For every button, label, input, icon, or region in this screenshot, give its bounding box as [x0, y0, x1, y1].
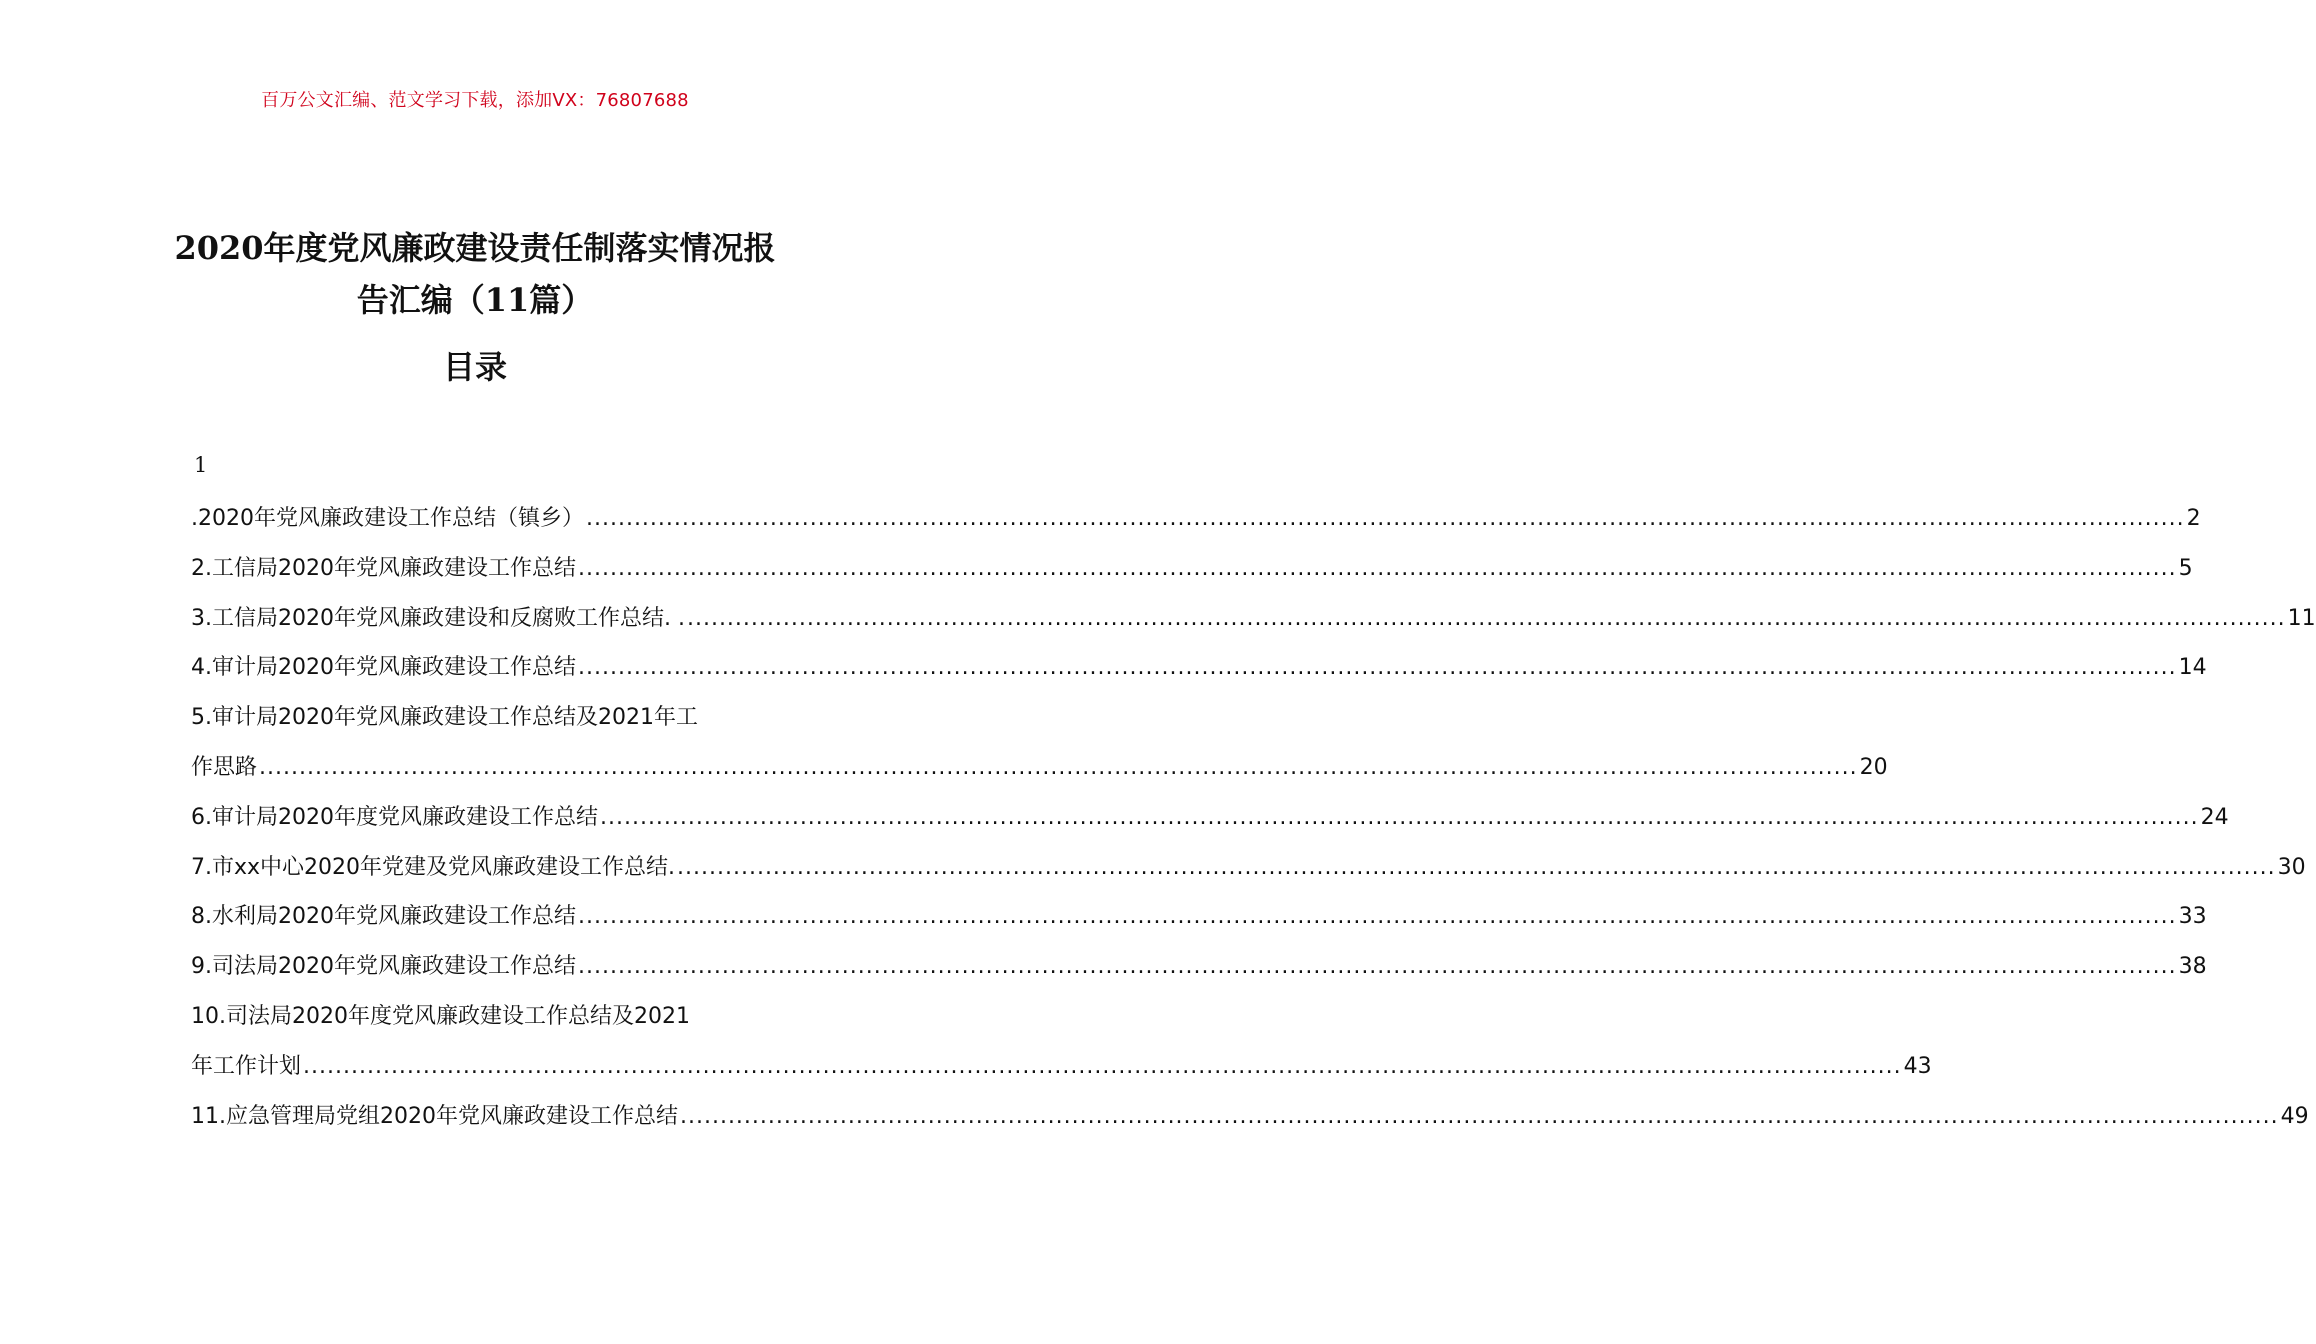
toc-leader-dots: ........................................................................................................................................................................................................ — [686, 605, 2286, 631]
toc-leader-dots: ........................................................................................................................................................................................................ — [259, 754, 1858, 780]
toc-entry-title: 3.工信局2020年党风廉政建设和反腐败工作总结. . — [191, 605, 685, 631]
toc-heading: 目录 — [442, 348, 507, 386]
toc-entry-page: 24 — [2200, 804, 2229, 830]
toc-entry[interactable] — [191, 693, 806, 743]
toc-entry[interactable] — [191, 942, 2207, 992]
toc-entry-title: 2.工信局2020年党风廉政建设工作总结 — [191, 555, 576, 581]
toc-entry-title: 5.审计局2020年党风廉政建设工作总结及2021年工 — [191, 705, 698, 731]
header-promo-note: 百万公文汇编、范文学习下载，添加VX：76807688 — [261, 90, 689, 111]
title-line-1: 2020年度党风廉政建设责任制落实情况报 — [174, 229, 776, 267]
toc-leader-dots: ........................................................................................................................................................................................................ — [577, 904, 2177, 930]
toc-entry-title: 6.审计局2020年度党风廉政建设工作总结 — [191, 804, 598, 830]
toc-entry[interactable] — [191, 1042, 1932, 1092]
toc-lead-number: 1 — [194, 453, 208, 477]
toc-entry-title: .2020年党风廉政建设工作总结（镇乡） — [191, 506, 584, 531]
toc-entry-title: 年工作计划 — [191, 1053, 302, 1079]
toc-entry[interactable] — [191, 793, 2229, 843]
table-of-contents — [191, 494, 2316, 1141]
toc-entry-title: 4.审计局2020年党风廉政建设工作总结 — [191, 655, 576, 681]
toc-leader-dots: ........................................................................................................................................................................................................ — [577, 555, 2177, 581]
toc-entry-title: 7.市xx中心2020年党建及党风廉政建设工作总结. — [191, 854, 676, 880]
toc-entry[interactable] — [191, 594, 2316, 644]
toc-leader-dots: ........................................................................................................................................................................................................ — [677, 854, 2276, 880]
toc-entry-page: 20 — [1859, 754, 1888, 780]
toc-entry[interactable] — [191, 992, 806, 1042]
toc-leader-dots: ........................................................................................................................................................................................................ — [577, 655, 2177, 681]
toc-entry-page: 43 — [1903, 1053, 1932, 1079]
toc-entry-title: 10.司法局2020年度党风廉政建设工作总结及2021 — [191, 1003, 690, 1029]
toc-entry-page: 49 — [2280, 1103, 2309, 1129]
toc-entry-title: 8.水利局2020年党风廉政建设工作总结 — [191, 904, 576, 930]
toc-entry-page: 38 — [2178, 954, 2207, 980]
toc-entry-page: 5 — [2178, 555, 2193, 581]
toc-entry-page: 14 — [2178, 655, 2207, 681]
toc-entry-page: 30 — [2277, 854, 2306, 880]
toc-leader-dots: ........................................................................................................................................................................................................ — [303, 1053, 1902, 1079]
toc-entry[interactable] — [191, 743, 1888, 793]
document-title — [120, 222, 830, 326]
toc-entry-title: 11.应急管理局党组2020年党风廉政建设工作总结 — [191, 1103, 678, 1129]
toc-entry[interactable] — [191, 843, 2306, 893]
toc-entry[interactable] — [191, 892, 2207, 942]
title-line-2: 告汇编（11篇） — [356, 281, 594, 319]
toc-entry-page: 11 — [2287, 605, 2316, 631]
toc-entry-page: 2 — [2186, 506, 2201, 531]
toc-leader-dots: ........................................................................................................................................................................................................ — [599, 804, 2199, 830]
toc-entry[interactable] — [191, 544, 2193, 594]
toc-entry[interactable] — [191, 643, 2207, 693]
toc-entry[interactable] — [191, 494, 2201, 544]
toc-entry-title: 作思路 — [191, 754, 258, 780]
toc-entry[interactable] — [191, 1092, 2309, 1142]
toc-leader-dots: ........................................................................................................................................................................................................ — [679, 1103, 2279, 1129]
toc-leader-dots: ........................................................................................................................................................................................................ — [577, 954, 2177, 980]
toc-leader-dots: ........................................................................................................................................................................................................ — [585, 506, 2185, 531]
toc-entry-page: 33 — [2178, 904, 2207, 930]
toc-entry-title: 9.司法局2020年党风廉政建设工作总结 — [191, 954, 576, 980]
